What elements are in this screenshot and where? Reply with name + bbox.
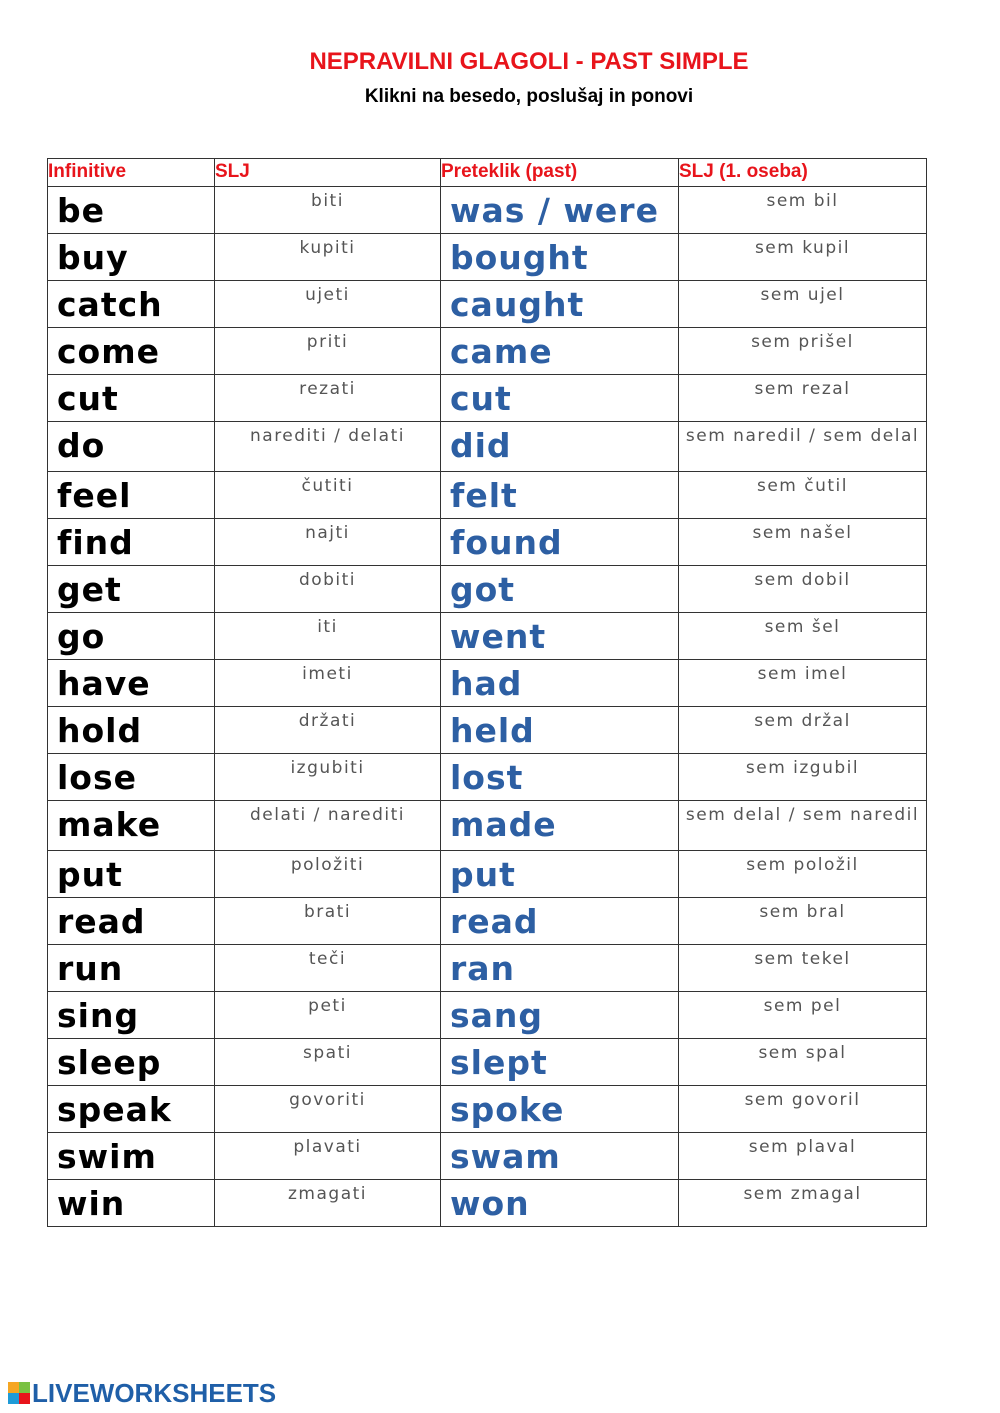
table-row	[48, 992, 927, 1039]
liveworksheets-logo-icon	[8, 1382, 30, 1404]
infinitive-word[interactable]: do	[48, 422, 215, 472]
slovene-first-person: sem imel	[679, 660, 927, 707]
slovene-translation: čutiti	[215, 472, 441, 519]
infinitive-word[interactable]: win	[48, 1180, 215, 1227]
slovene-translation: ujeti	[215, 281, 441, 328]
footer-brand[interactable]	[8, 1378, 276, 1408]
infinitive-word[interactable]: sing	[48, 992, 215, 1039]
past-form-word[interactable]: put	[441, 851, 679, 898]
slovene-first-person: sem spal	[679, 1039, 927, 1086]
past-form-word[interactable]: cut	[441, 375, 679, 422]
infinitive-word[interactable]: find	[48, 519, 215, 566]
past-form-word[interactable]: came	[441, 328, 679, 375]
slovene-translation: najti	[215, 519, 441, 566]
page-title: NEPRAVILNI GLAGOLI - PAST SIMPLE	[309, 48, 749, 75]
slovene-first-person: sem ujel	[679, 281, 927, 328]
table-row	[48, 1180, 927, 1227]
slovene-translation: teči	[215, 945, 441, 992]
slovene-first-person: sem izgubil	[679, 754, 927, 801]
slovene-translation: kupiti	[215, 234, 441, 281]
slovene-translation: spati	[215, 1039, 441, 1086]
header-slj-first-person: SLJ (1. oseba)	[679, 159, 927, 187]
table-row	[48, 281, 927, 328]
infinitive-word[interactable]: swim	[48, 1133, 215, 1180]
past-form-word[interactable]: swam	[441, 1133, 679, 1180]
infinitive-word[interactable]: be	[48, 187, 215, 234]
slovene-first-person: sem naredil / sem delal	[679, 422, 927, 472]
slovene-translation: peti	[215, 992, 441, 1039]
slovene-translation: delati / narediti	[215, 801, 441, 851]
slovene-translation: dobiti	[215, 566, 441, 613]
table-row	[48, 1086, 927, 1133]
slovene-first-person: sem zmagal	[679, 1180, 927, 1227]
slovene-first-person: sem dobil	[679, 566, 927, 613]
brand-name: LIVEWORKSHEETS	[32, 1377, 277, 1408]
infinitive-word[interactable]: read	[48, 898, 215, 945]
slovene-first-person: sem čutil	[679, 472, 927, 519]
slovene-first-person: sem plaval	[679, 1133, 927, 1180]
slovene-first-person: sem prišel	[679, 328, 927, 375]
past-form-word[interactable]: went	[441, 613, 679, 660]
logo-square	[19, 1393, 30, 1404]
slovene-translation: izgubiti	[215, 754, 441, 801]
past-form-word[interactable]: caught	[441, 281, 679, 328]
slovene-first-person: sem bil	[679, 187, 927, 234]
table-row	[48, 660, 927, 707]
slovene-translation: iti	[215, 613, 441, 660]
table-row	[48, 945, 927, 992]
past-form-word[interactable]: did	[441, 422, 679, 472]
table-row	[48, 707, 927, 754]
past-form-word[interactable]: got	[441, 566, 679, 613]
slovene-first-person: sem delal / sem naredil	[679, 801, 927, 851]
table-row	[48, 519, 927, 566]
table-row	[48, 851, 927, 898]
slovene-first-person: sem šel	[679, 613, 927, 660]
header-past: Preteklik (past)	[441, 159, 679, 187]
past-form-word[interactable]: spoke	[441, 1086, 679, 1133]
infinitive-word[interactable]: catch	[48, 281, 215, 328]
slovene-first-person: sem kupil	[679, 234, 927, 281]
slovene-translation: govoriti	[215, 1086, 441, 1133]
infinitive-word[interactable]: feel	[48, 472, 215, 519]
infinitive-word[interactable]: sleep	[48, 1039, 215, 1086]
slovene-translation: rezati	[215, 375, 441, 422]
slovene-first-person: sem govoril	[679, 1086, 927, 1133]
infinitive-word[interactable]: buy	[48, 234, 215, 281]
past-form-word[interactable]: sang	[441, 992, 679, 1039]
infinitive-word[interactable]: have	[48, 660, 215, 707]
table-row	[48, 801, 927, 851]
slovene-first-person: sem bral	[679, 898, 927, 945]
table-row	[48, 613, 927, 660]
header-slj: SLJ	[215, 159, 441, 187]
page-subtitle: Klikni na besedo, poslušaj in ponovi	[364, 86, 694, 107]
slovene-translation: zmagati	[215, 1180, 441, 1227]
slovene-first-person: sem našel	[679, 519, 927, 566]
table-row	[48, 1133, 927, 1180]
slovene-first-person: sem držal	[679, 707, 927, 754]
infinitive-word[interactable]: go	[48, 613, 215, 660]
slovene-translation: narediti / delati	[215, 422, 441, 472]
past-form-word[interactable]: lost	[441, 754, 679, 801]
slovene-translation: priti	[215, 328, 441, 375]
slovene-first-person: sem rezal	[679, 375, 927, 422]
table-row	[48, 566, 927, 613]
logo-square	[8, 1393, 19, 1404]
infinitive-word[interactable]: put	[48, 851, 215, 898]
irregular-verbs-table	[47, 158, 927, 1227]
table-row	[48, 187, 927, 234]
slovene-first-person: sem pel	[679, 992, 927, 1039]
past-form-word[interactable]: found	[441, 519, 679, 566]
past-form-word[interactable]: read	[441, 898, 679, 945]
past-form-word[interactable]: had	[441, 660, 679, 707]
slovene-translation: plavati	[215, 1133, 441, 1180]
table-row	[48, 234, 927, 281]
table-row	[48, 422, 927, 472]
slovene-translation: položiti	[215, 851, 441, 898]
table-row	[48, 1039, 927, 1086]
table-header-row	[48, 159, 927, 187]
slovene-translation: imeti	[215, 660, 441, 707]
table-row	[48, 472, 927, 519]
slovene-first-person: sem položil	[679, 851, 927, 898]
infinitive-word[interactable]: cut	[48, 375, 215, 422]
infinitive-word[interactable]: come	[48, 328, 215, 375]
past-form-word[interactable]: was / were	[441, 187, 679, 234]
infinitive-word[interactable]: run	[48, 945, 215, 992]
table-row	[48, 754, 927, 801]
past-form-word[interactable]: made	[441, 801, 679, 851]
past-form-word[interactable]: bought	[441, 234, 679, 281]
slovene-translation: biti	[215, 187, 441, 234]
past-form-word[interactable]: slept	[441, 1039, 679, 1086]
infinitive-word[interactable]: hold	[48, 707, 215, 754]
logo-square	[8, 1382, 19, 1393]
past-form-word[interactable]: felt	[441, 472, 679, 519]
infinitive-word[interactable]: get	[48, 566, 215, 613]
table-row	[48, 898, 927, 945]
logo-square	[19, 1382, 30, 1393]
slovene-translation: brati	[215, 898, 441, 945]
table-row	[48, 375, 927, 422]
past-form-word[interactable]: ran	[441, 945, 679, 992]
infinitive-word[interactable]: lose	[48, 754, 215, 801]
table-row	[48, 328, 927, 375]
header-infinitive: Infinitive	[48, 159, 215, 187]
slovene-first-person: sem tekel	[679, 945, 927, 992]
past-form-word[interactable]: held	[441, 707, 679, 754]
infinitive-word[interactable]: make	[48, 801, 215, 851]
slovene-translation: držati	[215, 707, 441, 754]
past-form-word[interactable]: won	[441, 1180, 679, 1227]
infinitive-word[interactable]: speak	[48, 1086, 215, 1133]
